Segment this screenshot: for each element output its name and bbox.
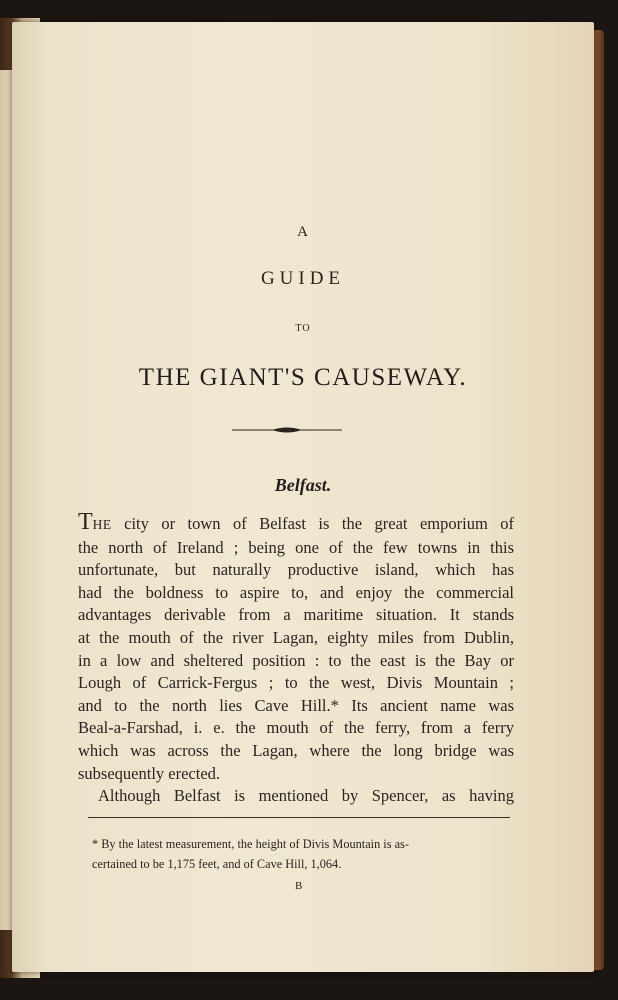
- body-line: advantages derivable from a maritime situation. It stands: [78, 605, 514, 625]
- first-line-text: city or town of Belfast is the great emporium of: [111, 514, 514, 533]
- body-line: and to the north lies Cave Hill.* Its ancient name was: [78, 695, 514, 715]
- book-page: [12, 22, 594, 972]
- title-article: A: [297, 224, 309, 240]
- body-line: which was across the Lagan, where the long bridge was: [78, 740, 514, 760]
- title-to: TO: [295, 323, 311, 334]
- ornament-rule: [232, 424, 342, 436]
- body-line-first: [78, 509, 514, 537]
- body-line: at the mouth of the river Lagan, eighty miles from Dublin,: [78, 627, 514, 647]
- footnote: [92, 834, 512, 874]
- page-title: THE GIANT'S CAUSEWAY.: [138, 364, 468, 391]
- drop-cap: T: [78, 509, 93, 535]
- body-line: had the boldness to aspire to, and enjoy the commercial: [78, 582, 514, 602]
- footnote-rule: [88, 817, 510, 818]
- title-guide: GUIDE: [260, 268, 346, 289]
- footnote-line: certained to be 1,175 feet, and of Cave Hill, 1,064.: [92, 857, 342, 871]
- body-line: the north of Ireland ; being one of the few towns in this: [78, 537, 514, 557]
- body-line: subsequently erected.: [78, 763, 221, 783]
- body-text: [78, 509, 514, 808]
- signature-mark: B: [295, 880, 303, 892]
- section-heading: Belfast.: [274, 475, 332, 495]
- body-line: Beal-a-Farshad, i. e. the mouth of the ferry, from a ferry: [78, 718, 514, 738]
- body-line: Lough of Carrick-Fergus ; to the west, Divis Mountain ;: [78, 673, 514, 693]
- first-word-caps: HE: [92, 517, 112, 532]
- body-line: in a low and sheltered position : to the east is the Bay or: [78, 650, 514, 670]
- body-line-para2: Although Belfast is mentioned by Spencer, as having: [98, 786, 514, 806]
- body-line: unfortunate, but naturally productive island, which has: [78, 560, 514, 580]
- footnote-line: * By the latest measurement, the height of Divis Mountain is as-: [92, 837, 409, 851]
